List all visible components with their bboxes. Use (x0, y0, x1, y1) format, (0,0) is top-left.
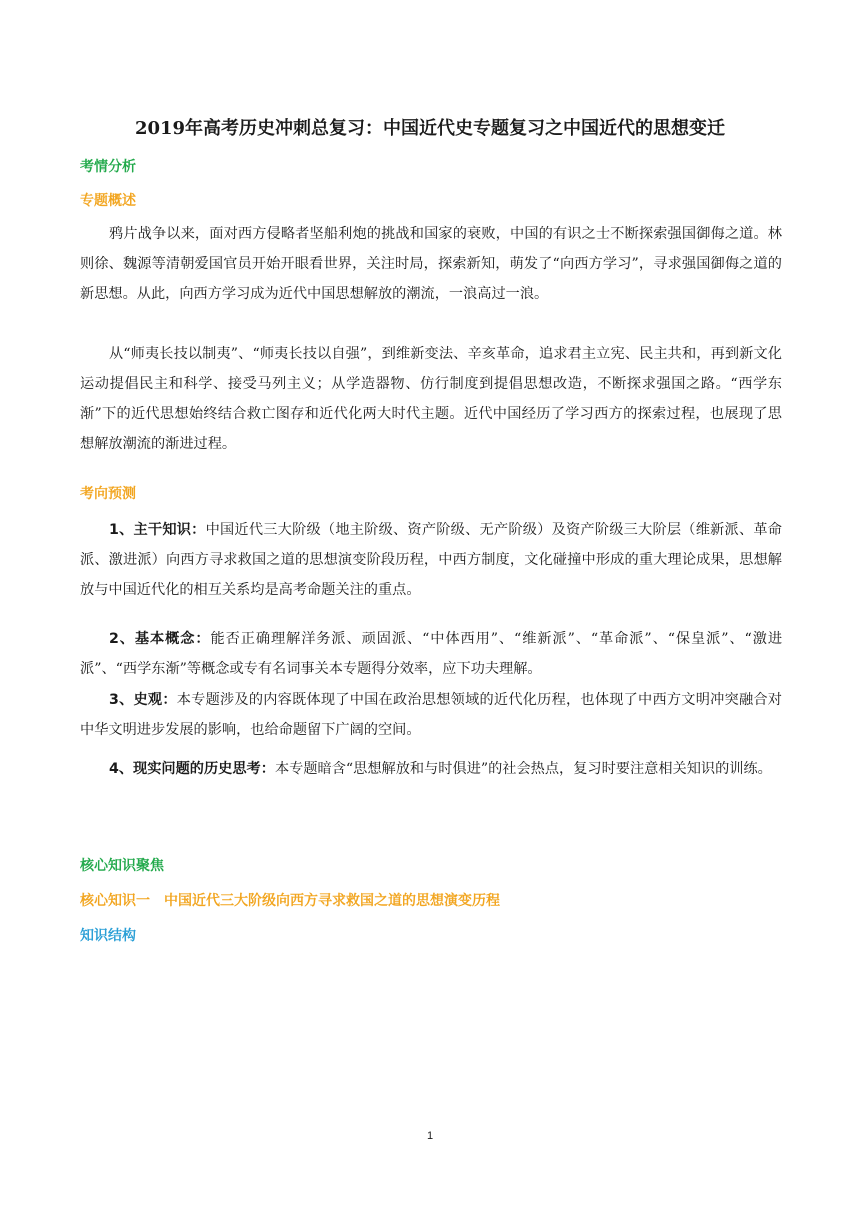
page-title: 2019年高考历史冲刺总复习：中国近代史专题复习之中国近代的思想变迁 (134, 118, 726, 139)
knowledge-structure-heading: 知识结构 (80, 928, 136, 944)
forecast-item-3 (80, 685, 782, 745)
core-knowledge-heading: 核心知识聚焦 (80, 858, 164, 874)
overview-paragraph-1: 鸦片战争以来，面对西方侵略者坚船利炮的挑战和国家的衰败，中国的有识之士不断探索强国御侮之道。林则徐、魏源等清朝爱国官员开始开眼看世界，关注时局，探索新知，萌发了“向西方学习”，寻求强国御侮之道的新思想。从此，向西方学习成为近代中国思想解放的潮流，一浪高过一浪。 (80, 226, 782, 302)
forecast-item-1 (80, 515, 782, 605)
forecast-item-text: 本专题暗含“思想解放和与时俱进”的社会热点，复习时要注意相关知识的训练。 (274, 761, 772, 777)
page-number: 1 (426, 1130, 434, 1142)
overview-heading: 专题概述 (80, 193, 136, 209)
forecast-item-text: 能否正确理解洋务派、顽固派、“中体西用”、“维新派”、“革命派”、“保皇派”、“激进派”、“西学东渐”等概念或专有名词事关本专题得分效率，应下功夫理解。 (80, 631, 783, 677)
overview-paragraph-2: 从“师夷长技以制夷”、“师夷长技以自强”，到维新变法、辛亥革命，追求君主立宪、民主共和，再到新文化运动提倡民主和科学、接受马列主义；从学造器物、仿行制度到提倡思想改造，不断探求强国之路。“西学东渐”下的近代思想始终结合救亡图存和近代化两大时代主题。近代中国经历了学习西方的探索过程，也展现了思想解放潮流的渐进过程。 (80, 346, 782, 452)
forecast-item-4 (80, 754, 782, 784)
forecast-item-text: 本专题涉及的内容既体现了中国在政治思想领域的近代化历程，也体现了中西方文明冲突融合对中华文明进步发展的影响，也给命题留下广阔的空间。 (80, 692, 782, 738)
forecast-item-label: 4、现实问题的历史思考： (109, 761, 275, 777)
forecast-item-label: 1、主干知识： (109, 522, 206, 538)
forecast-item-label: 2、基本概念： (109, 631, 211, 647)
analysis-heading: 考情分析 (80, 159, 136, 175)
forecast-heading: 考向预测 (80, 486, 136, 502)
core-knowledge-one-heading: 核心知识一 中国近代三大阶级向西方寻求救国之道的思想演变历程 (80, 893, 500, 909)
forecast-item-text: 中国近代三大阶级（地主阶级、资产阶级、无产阶级）及资产阶级三大阶层（维新派、革命派、激进派）向西方寻求救国之道的思想演变阶段历程，中西方制度，文化碰撞中形成的重大理论成果，思想解放与中国近代化的相互关系均是高考命题关注的重点。 (80, 522, 782, 598)
forecast-item-label: 3、史观： (109, 692, 177, 708)
forecast-item-2 (80, 624, 782, 684)
